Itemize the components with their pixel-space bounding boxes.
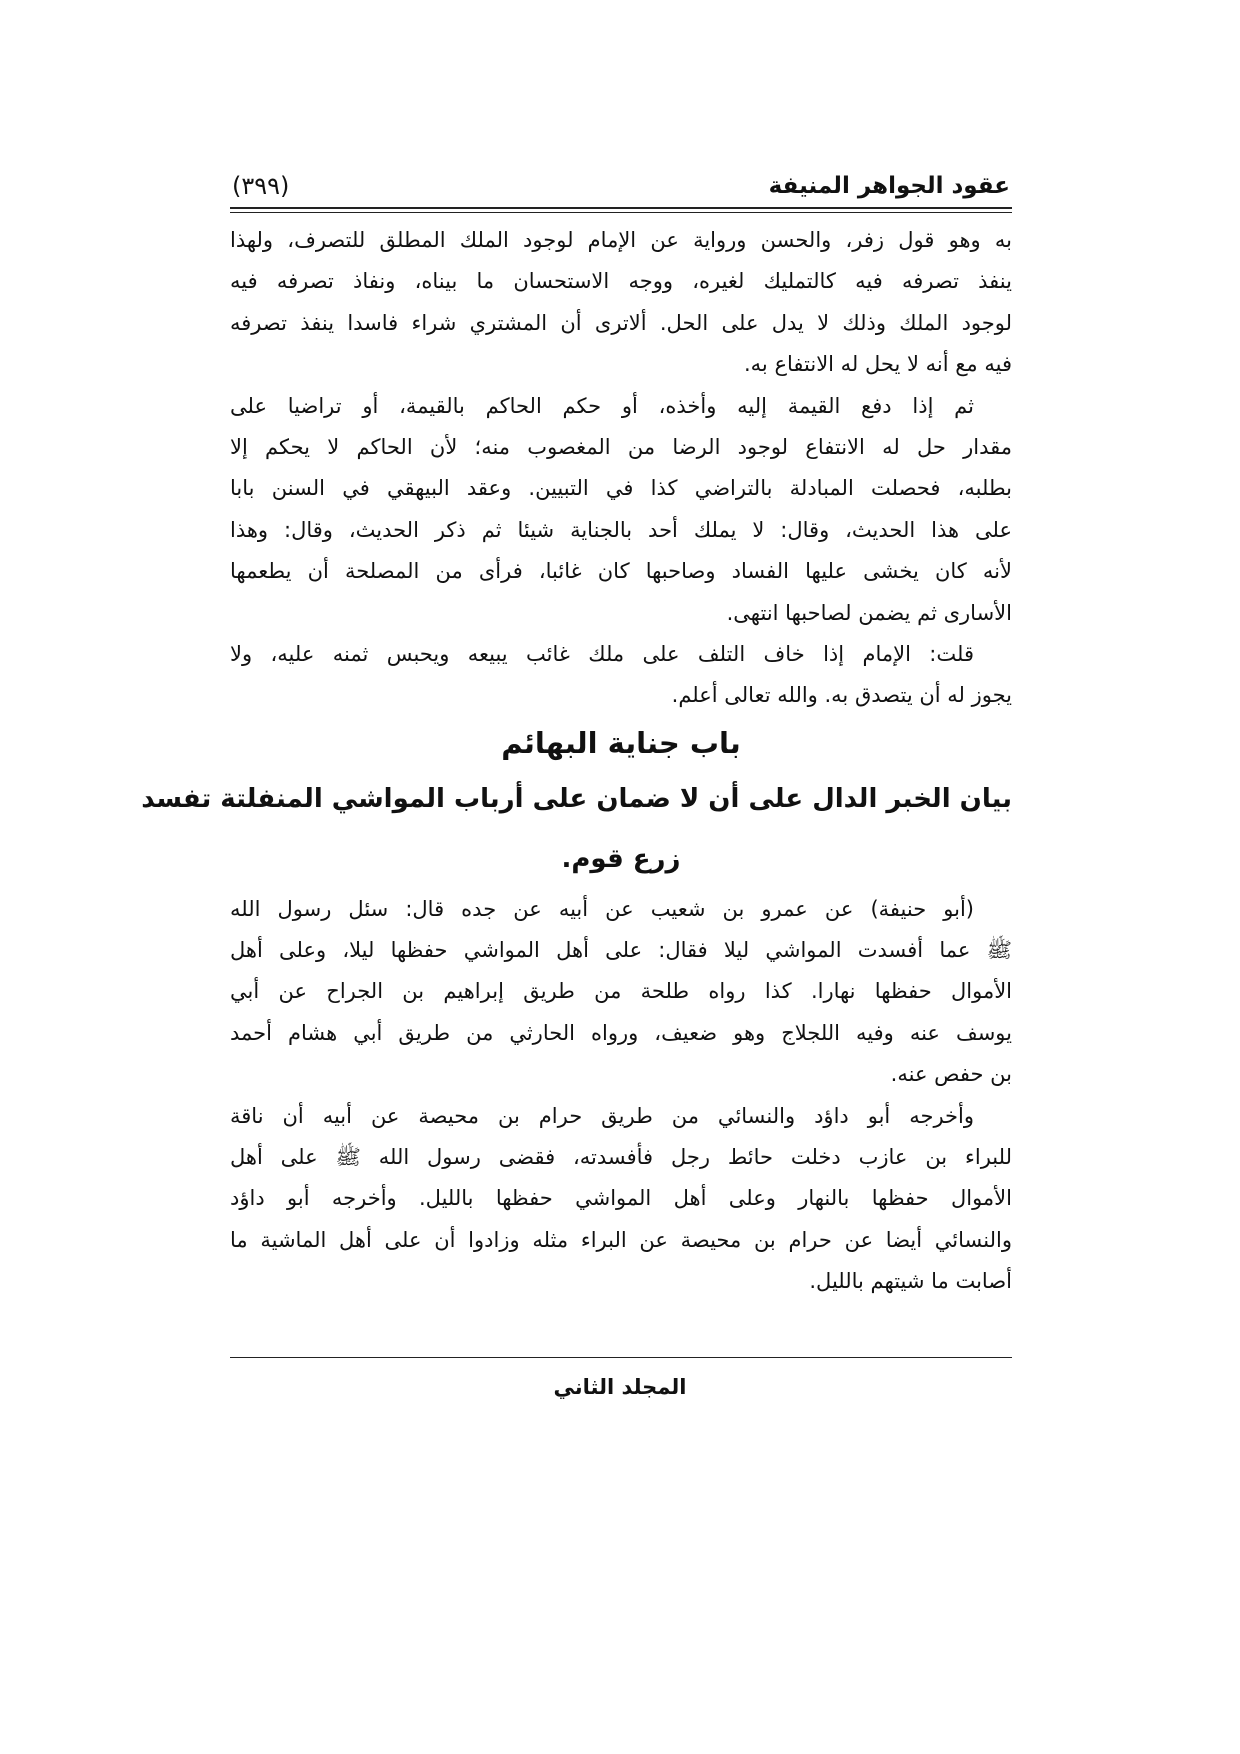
running-header-title: عقود الجواهر المنيفة	[768, 173, 1010, 199]
text-line: به وهو قول زفر، والحسن ورواية عن الإمام لوجود الملك المطلق للتصرف، ولهذا	[230, 228, 1012, 252]
paragraph	[230, 386, 1012, 634]
text-line: ينفذ تصرفه فيه كالتمليك لغيره، ووجه الاستحسان ما بيناه، ونفاذ تصرفه فيه	[230, 269, 1012, 294]
text-line: والنسائي أيضا عن حرام بن محيصة عن البراء مثله وزادوا أن على أهل الماشية ما	[230, 1227, 1012, 1252]
text-line: على هذا الحديث، وقال: لا يملك أحد بالجناية شيئا ثم ذكر الحديث، وقال: وهذا	[230, 517, 1012, 542]
section-title-line: بيان الخبر الدال على أن لا ضمان على أرباب المواشي المنفلتة تفسد	[141, 783, 1012, 814]
chapter-title: باب جناية البهائم	[501, 725, 741, 760]
text-line: بن حفص عنه.	[890, 1062, 1012, 1087]
text-line: الأموال حفظها بالنهار وعلى أهل المواشي حفظها بالليل. وأخرجه أبو داؤد	[230, 1186, 1012, 1211]
text-line: أصابت ما شيتهم بالليل.	[809, 1269, 1012, 1294]
text-line: (أبو حنيفة) عن عمرو بن شعيب عن أبيه عن جده قال: سئل رسول الله	[230, 896, 974, 921]
text-line: الأموال حفظها نهارا. كذا رواه طلحة من طريق إبراهيم بن الجراح عن أبي	[230, 979, 1012, 1004]
footer-volume: المجلد الثاني	[553, 1375, 687, 1399]
page-body	[141, 220, 1012, 1303]
paragraph	[230, 889, 1012, 1096]
header-rule-thin	[230, 212, 1012, 213]
text-line: الأسارى ثم يضمن لصاحبها انتهى.	[726, 600, 1012, 625]
paragraph	[230, 634, 1012, 717]
text-line: ﷺ عما أفسدت المواشي ليلا فقال: على أهل المواشي حفظها ليلا، وعلى أهل	[230, 938, 1012, 963]
text-line: للبراء بن عازب دخلت حائط رجل فأفسدته، فقضى رسول الله ﷺ على أهل	[230, 1145, 1012, 1170]
header-rule	[230, 207, 1012, 209]
text-line: وأخرجه أبو داؤد والنسائي من طريق حرام بن محيصة عن أبيه أن ناقة	[230, 1103, 974, 1128]
text-line: قلت: الإمام إذا خاف التلف على ملك غائب يبيعه ويحبس ثمنه عليه، ولا	[230, 641, 974, 666]
footer-rule	[230, 1357, 1012, 1358]
text-line: لوجود الملك وذلك لا يدل على الحل. ألاترى أن المشتري شراء فاسدا ينفذ تصرفه	[230, 310, 1012, 335]
text-line: بطلبه، فحصلت المبادلة بالتراضي كذا في التبيين. وعقد البيهقي في السنن بابا	[230, 476, 1012, 501]
paragraph	[230, 220, 1012, 386]
paragraph	[230, 1096, 1012, 1303]
text-line: يجوز له أن يتصدق به. والله تعالى أعلم.	[671, 683, 1012, 708]
page-number: (٣٩٩)	[232, 172, 290, 200]
text-line: لأنه كان يخشى عليها الفساد وصاحبها كان غائبا، فرأى من المصلحة أن يطعمها	[230, 559, 1012, 584]
section-title-line: زرع قوم.	[561, 843, 681, 874]
text-line: يوسف عنه وفيه اللجلاج وهو ضعيف، ورواه الحارثي من طريق أبي هشام أحمد	[230, 1020, 1012, 1045]
text-line: ثم إذا دفع القيمة إليه وأخذه، أو حكم الحاكم بالقيمة، أو تراضيا على	[230, 393, 974, 418]
text-line: فيه مع أنه لا يحل له الانتفاع به.	[744, 352, 1012, 377]
text-line: مقدار حل له الانتفاع لوجود الرضا من المغصوب منه؛ لأن الحاكم لا يحكم إلا	[230, 434, 1012, 459]
